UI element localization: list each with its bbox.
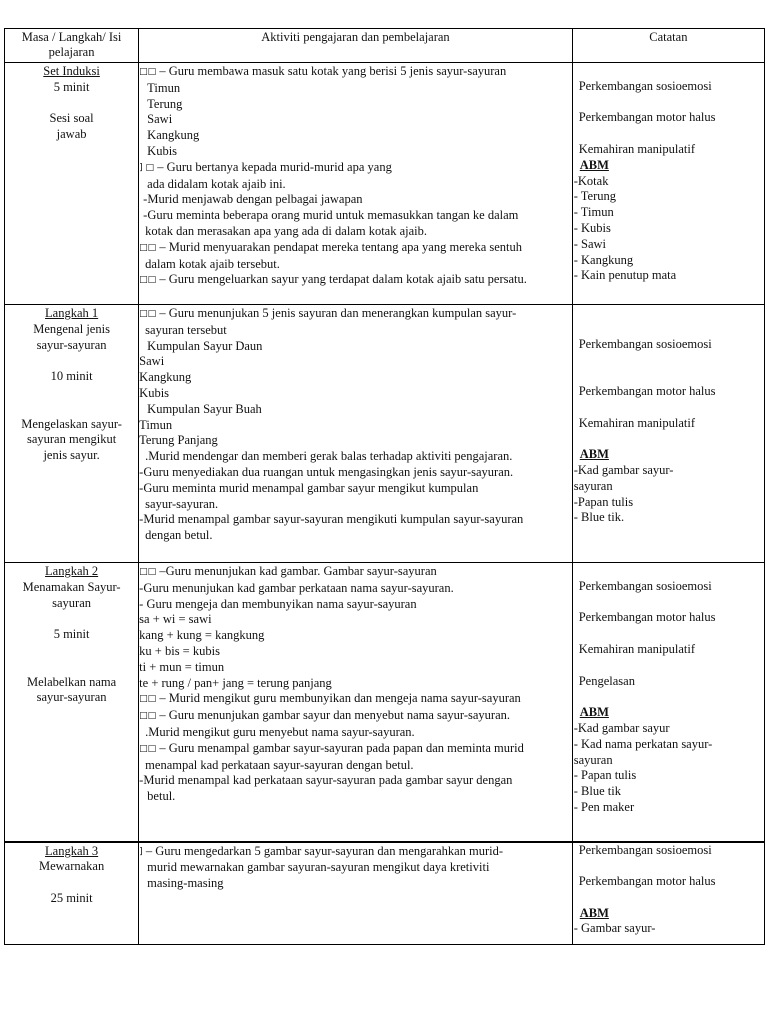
activity-line [139,691,572,708]
step-detail: sayuran mengikut [26,432,117,447]
note-spacer [574,63,764,79]
bullet-glyph: □□ [139,711,157,722]
activity-text: dengan betul. [145,528,213,543]
activity-text: Sawi [147,112,173,127]
activity-line [139,339,572,355]
activity-text: -Guru menunjukan kad gambar perkataan nama sayur-sayuran. [139,580,454,595]
header-col-activities: Aktiviti pengajaran dan pembelajaran [139,29,573,63]
activity-line [139,370,572,386]
activities-cell [139,305,573,563]
abm-heading: ABM [579,705,609,720]
table-row [5,305,765,563]
activity-line [139,465,572,481]
step-detail: 5 minit [53,79,90,94]
step-detail: 5 minit [53,627,90,642]
note-line: Perkembangan motor halus [578,874,716,889]
step-detail [5,385,138,401]
table-header-row [5,29,765,63]
activity-line [139,160,572,177]
activity-text: ku + bis = kubis [139,643,220,658]
activity-text: -Murid menampal gambar sayur-sayuran mengikuti kumpulan sayur-sayuran [139,512,524,527]
step-cell [5,305,139,563]
abm-item: - Blue tik. [573,510,625,525]
activity-text: sayuran tersebut [145,322,227,337]
activity-text: ti + mun = timun [139,659,225,674]
bullet-glyph: ] [139,846,143,857]
activity-text: -Guru meminta murid menampal gambar sayur mengikut kumpulan [139,480,479,495]
bullet-glyph: □□ [139,275,157,286]
note-line: Perkembangan sosioemosi [578,78,712,93]
note-line: Kemahiran manipulatif [578,141,696,156]
activity-line [139,97,572,113]
activity-line [139,449,572,465]
activity-text: Kangkung [139,370,192,385]
bullet-glyph: □□ [139,743,157,754]
activity-text: – Guru menunjukan 5 jenis sayuran dan menerangkan kumpulan sayur- [156,306,517,320]
activity-text: – Guru membawa masuk satu kotak yang berisi 5 jenis sayur-sayuran [156,64,507,78]
activities-cell [139,63,573,305]
note-spacer [574,305,764,321]
abm-item: - Gambar sayur- [573,921,656,936]
note-spacer [574,126,764,142]
abm-heading: ABM [579,157,609,172]
notes-cell [572,563,764,842]
note-line: Perkembangan motor halus [578,610,716,625]
activity-line [139,564,572,581]
note-spacer [574,321,764,337]
activity-line [139,208,572,224]
activity-line [139,708,572,725]
activity-line [139,741,572,758]
note-spacer [574,563,764,579]
activity-line [139,628,572,644]
notes-cell [572,842,764,945]
note-spacer [574,595,764,611]
activity-line [139,758,572,774]
bullet-glyph: □□ [139,567,157,577]
abm-heading: ABM [579,447,609,462]
activity-line [139,402,572,418]
step-detail: sayuran [52,595,92,610]
abm-item: - Terung [573,189,617,204]
lesson-plan-document [4,28,765,945]
activity-text: Sawi [139,354,165,369]
activity-line [139,581,572,597]
activity-line [139,323,572,339]
activity-text: Kubis [139,385,170,400]
step-detail: Menamakan Sayur- [22,579,121,594]
activity-text: –Guru menunjukan kad gambar. Gambar sayur-sayuran [156,564,437,578]
activity-text: Terung [147,96,183,111]
step-detail: Mewarnakan [38,859,105,874]
header-col-notes: Catatan [572,29,764,63]
note-spacer [574,858,764,874]
activity-text: sayur-sayuran. [145,496,219,511]
activity-text: dalam kotak ajaib tersebut. [145,256,280,271]
step-title: Langkah 2 [45,564,99,578]
activity-line [139,306,572,323]
abm-item: - Kubis [573,220,611,235]
note-spacer [574,431,764,447]
activity-line [139,528,572,544]
activity-text: kotak dan merasakan apa yang ada di dalam kotak ajaib. [145,223,428,238]
step-detail [5,875,138,891]
note-spacer [574,626,764,642]
activity-text: Kubis [147,143,178,158]
note-line: Kemahiran manipulatif [578,415,696,430]
step-detail: Sesi soal [49,111,94,126]
step-detail [5,401,138,417]
step-detail [5,643,138,659]
table-body [5,63,765,945]
header-col-time-step: Masa / Langkah/ Isi pelajaran [5,29,139,63]
table-row [5,842,765,945]
step-detail: 10 minit [50,369,93,384]
table-row [5,63,765,305]
abm-item: - Pen maker [573,799,635,814]
abm-item: -Papan tulis [573,494,634,509]
step-detail [5,96,138,112]
step-cell [5,842,139,945]
note-spacer [574,95,764,111]
abm-item: - Papan tulis [573,768,637,783]
activity-line [139,354,572,370]
activity-text: te + rung / pan+ jang = terung panjang [139,675,332,690]
note-line: Perkembangan sosioemosi [578,578,712,593]
activity-line [139,481,572,497]
activity-text: – Guru menunjukan gambar sayur dan menyebut nama sayur-sayuran. [156,708,510,723]
note-spacer [574,890,764,906]
abm-item: - Kad nama perkatan sayur- [573,736,713,751]
activity-line [139,112,572,128]
abm-heading: ABM [579,905,609,920]
step-cell [5,563,139,842]
bullet-glyph: □□ [139,309,157,319]
activity-line [139,676,572,692]
activity-text: - Guru mengeja dan membunyikan nama sayur-sayuran [139,596,417,611]
activity-line [139,644,572,660]
note-line: Perkembangan sosioemosi [578,842,712,857]
step-detail [5,353,138,369]
step-title: Langkah 1 [45,306,99,320]
step-detail: sayur-sayuran [36,337,107,352]
step-cell [5,63,139,305]
activity-line [139,597,572,613]
step-detail: Mengelaskan sayur- [21,416,122,431]
activities-cell [139,842,573,945]
step-detail [5,611,138,627]
activity-text: -Guru meminta beberapa orang murid untuk memasukkan tangan ke dalam [143,208,519,223]
bullet-glyph: ] □ [139,162,155,173]
step-title: Set Induksi [43,64,100,78]
abm-item: - Kangkung [573,252,634,267]
note-line: Perkembangan motor halus [578,110,716,125]
activity-text: – Guru bertanya kepada murid-murid apa yang [154,159,392,174]
step-detail: jenis sayur. [43,448,100,463]
activity-text: menampal kad perkataan sayur-sayuran dengan betul. [145,757,414,772]
note-line: Kemahiran manipulatif [578,641,696,656]
activity-line [139,876,572,892]
step-detail: 25 minit [50,890,93,905]
activity-line [139,497,572,513]
activity-text: -Guru menyediakan dua ruangan untuk mengasingkan jenis sayur-sayuran. [139,464,514,479]
activity-text: .Murid mengikut guru menyebut nama sayur-sayuran. [145,724,415,739]
note-spacer [574,658,764,674]
activity-line [139,612,572,628]
activity-text: -Murid menampal kad perkataan sayur-sayuran pada gambar sayur dengan [139,773,513,788]
step-detail [5,659,138,675]
activity-text: .Murid mendengar dan memberi gerak balas terhadap aktiviti pengajaran. [145,449,513,464]
abm-item: -Kad gambar sayur- [573,462,674,477]
activity-text: ada didalam kotak ajaib ini. [147,176,286,191]
activity-text: masing-masing [147,876,224,891]
activity-line [139,192,572,208]
step-detail: Melabelkan nama [26,674,117,689]
bullet-glyph: □□ [139,67,157,77]
activity-text: Kangkung [147,128,200,143]
activity-line [139,433,572,449]
notes-cell [572,305,764,563]
activity-line [139,860,572,876]
abm-item: -Kad gambar sayur [573,720,670,735]
activity-text: – Guru mengeluarkan sayur yang terdapat dalam kotak ajaib satu persatu. [156,272,527,287]
activity-text: murid mewarnakan gambar sayuran-sayuran mengikut daya kretiviti [147,860,490,875]
activity-line [139,773,572,789]
abm-item: - Blue tik [573,784,621,799]
activity-line [139,240,572,257]
bullet-glyph: □□ [139,694,157,705]
activity-line [139,81,572,97]
step-detail: Mengenal jenis [33,321,110,336]
activity-line [139,418,572,434]
note-spacer [574,689,764,705]
activity-line [139,177,572,193]
step-detail: sayur-sayuran [36,690,107,705]
abm-item: - Kain penutup mata [573,268,677,283]
note-spacer [574,400,764,416]
activity-text: – Murid mengikut guru membunyikan dan mengeja nama sayur-sayuran [156,691,521,706]
activity-text: -Murid menjawab dengan pelbagai jawapan [143,192,363,207]
activity-text: Timun [147,80,181,95]
table-row [5,563,765,842]
activity-text: kang + kung = kangkung [139,628,265,643]
note-line: Perkembangan sosioemosi [578,336,712,351]
activities-cell [139,563,573,842]
step-detail: jawab [56,127,87,142]
note-spacer [574,352,764,368]
activity-line [139,660,572,676]
activity-line [139,128,572,144]
abm-item: - Timun [573,205,614,220]
activity-line [139,789,572,805]
activity-line [139,64,572,81]
activity-text: Timun [139,417,173,432]
activity-line [139,844,572,861]
abm-item: -Kotak [573,173,609,188]
abm-item: sayuran [573,478,613,493]
activity-text: Kumpulan Sayur Buah [147,401,262,416]
activity-text: Terung Panjang [139,433,218,448]
activity-line [139,725,572,741]
notes-cell [572,63,764,305]
abm-item: sayuran [573,752,613,767]
activity-text: sa + wi = sawi [139,612,212,627]
activity-text: – Guru menampal gambar sayur-sayuran pada papan dan meminta murid [156,740,524,755]
activity-line [139,144,572,160]
activity-line [139,257,572,273]
activity-text: – Murid menyuarakan pendapat mereka tentang apa yang mereka sentuh [156,239,523,254]
activity-text: betul. [147,789,176,804]
note-spacer [574,368,764,384]
note-line: Pengelasan [578,673,635,688]
activity-line [139,224,572,240]
bullet-glyph: □□ [139,242,157,253]
note-line: Perkembangan motor halus [578,383,716,398]
step-title: Langkah 3 [45,843,99,858]
activity-line [139,512,572,528]
activity-text: – Guru mengedarkan 5 gambar sayur-sayuran dan mengarahkan murid- [142,843,504,858]
activity-line [139,272,572,289]
abm-item: - Sawi [573,236,607,251]
lesson-plan-table [4,28,765,945]
activity-line [139,386,572,402]
activity-text: Kumpulan Sayur Daun [147,338,263,353]
